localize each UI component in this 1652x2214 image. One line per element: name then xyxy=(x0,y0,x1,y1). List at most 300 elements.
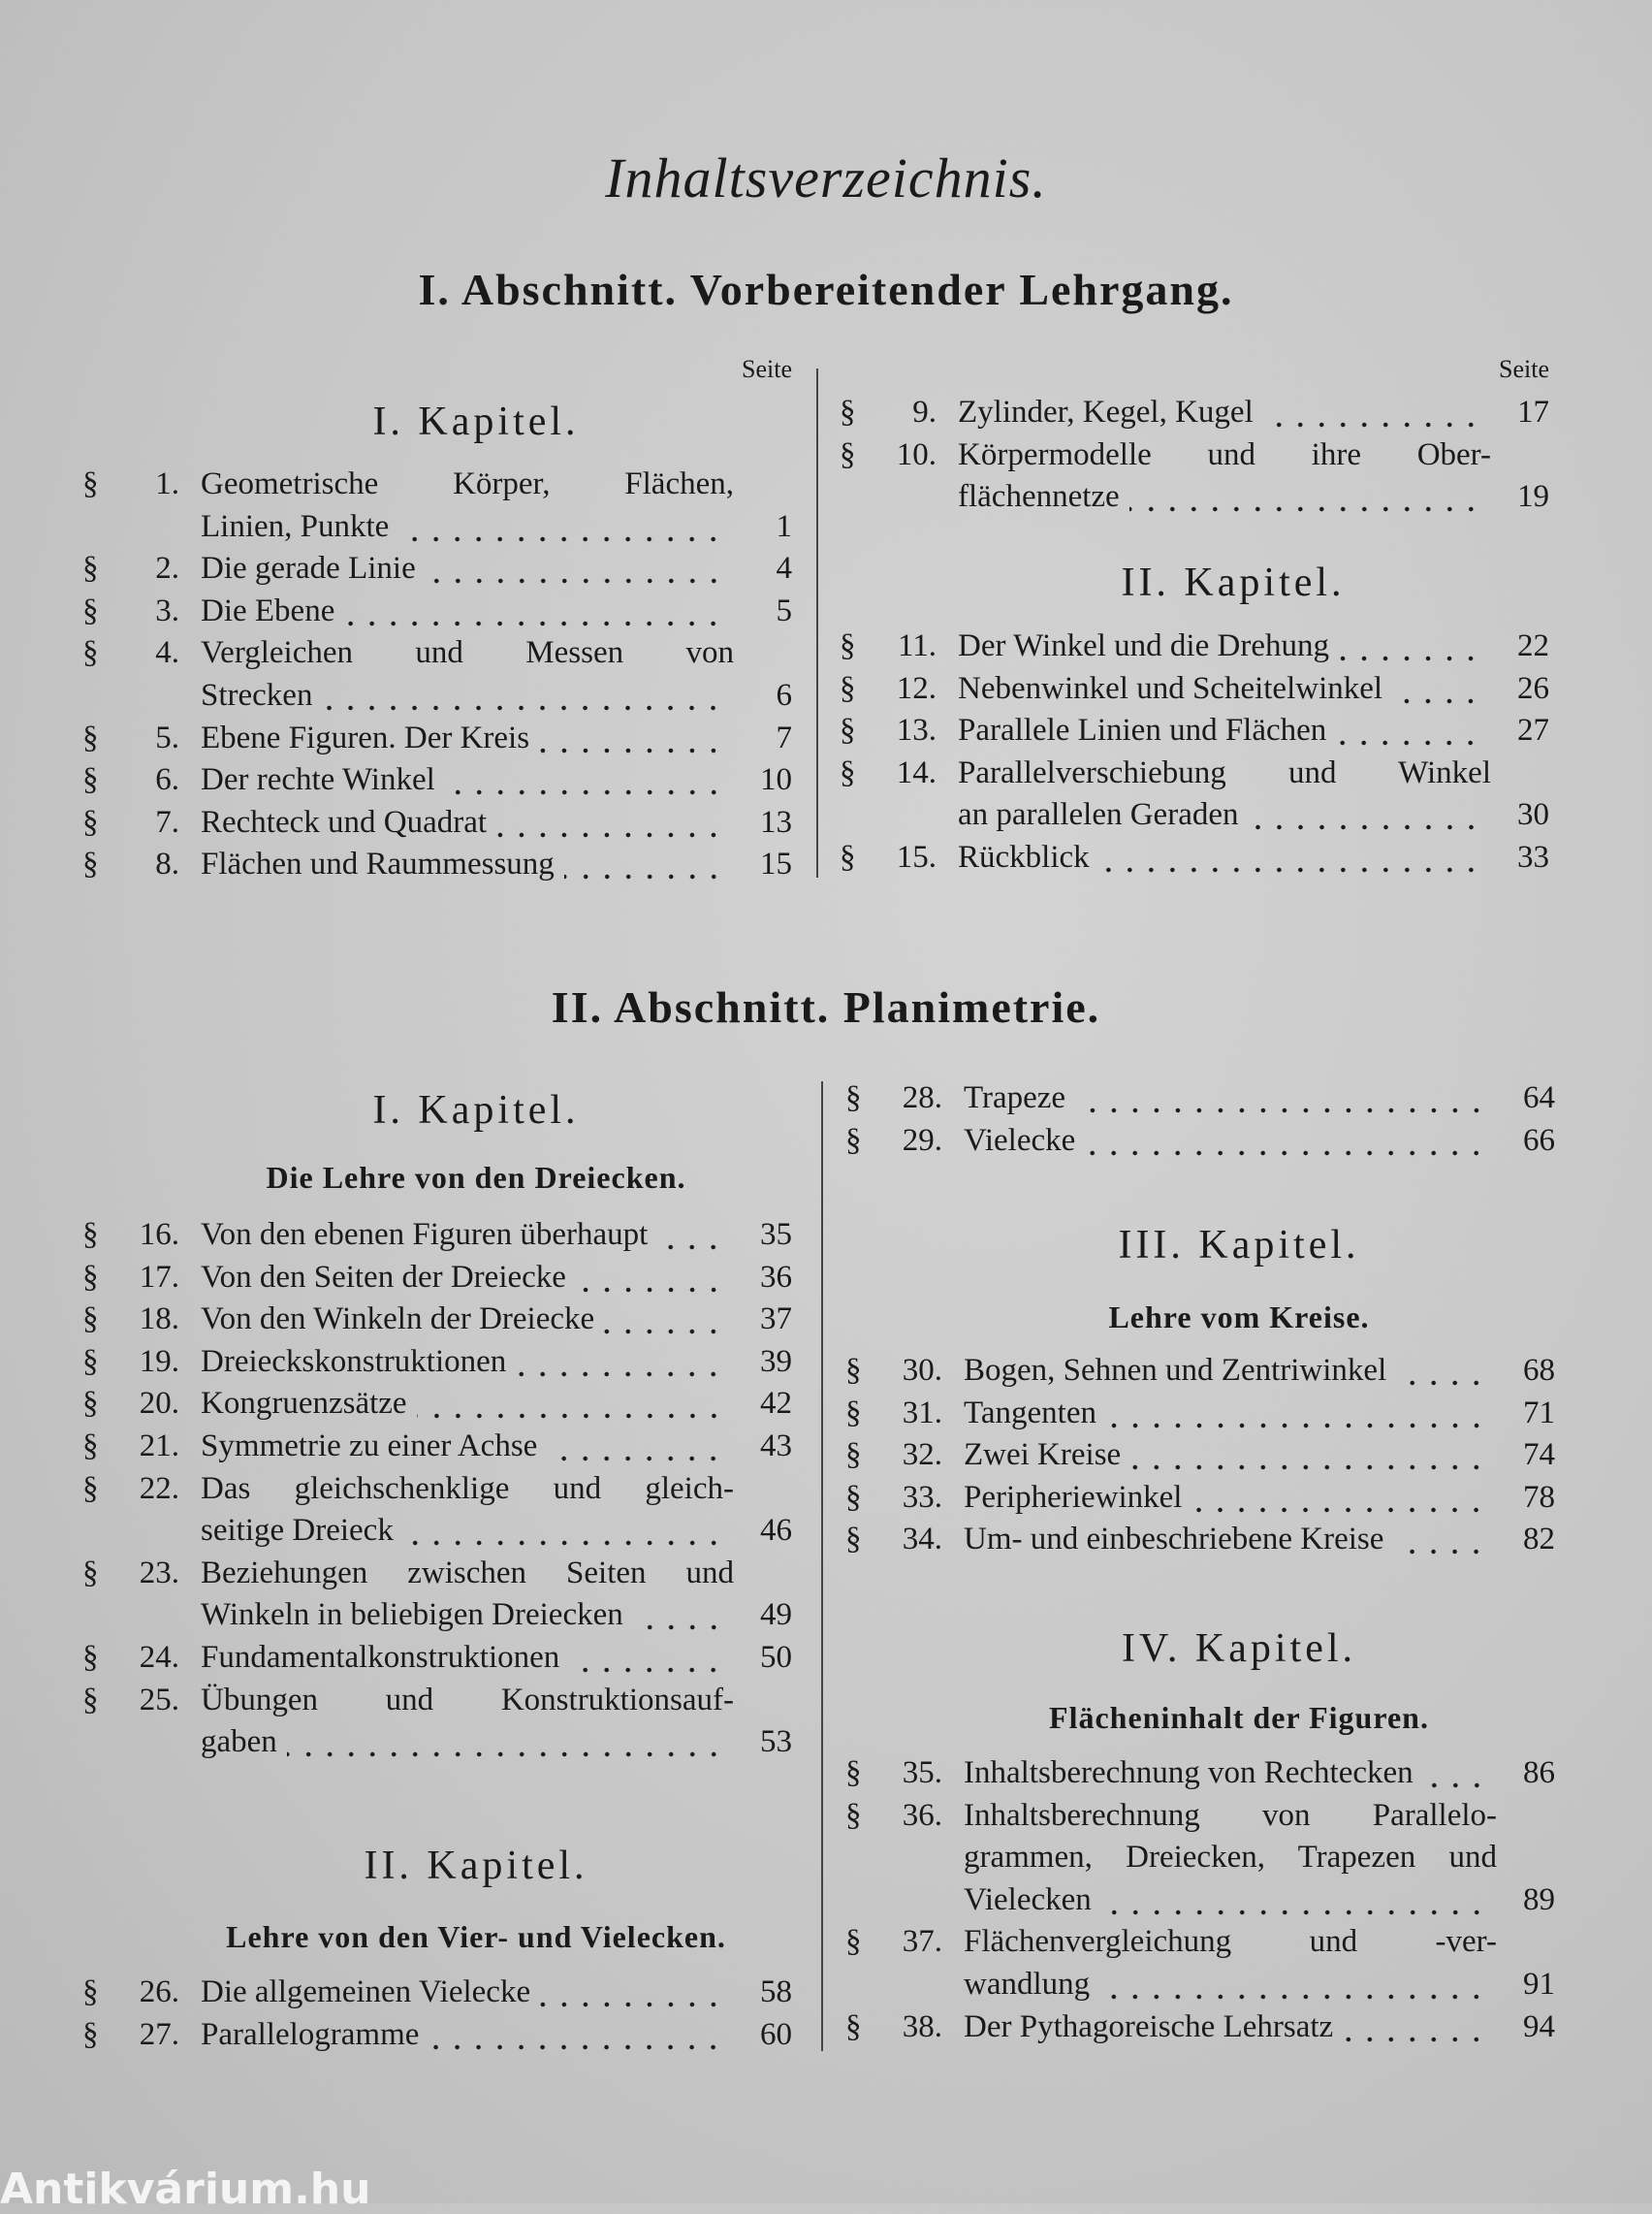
entry-title: Vergleichen und Messen von xyxy=(201,635,734,671)
entry-line xyxy=(201,1680,792,1722)
toc-entry[interactable] xyxy=(845,1434,1555,1477)
page-title: Inhaltsverzeichnis. xyxy=(605,146,1047,209)
entry-line xyxy=(964,1879,1555,1922)
entry-number: 1. xyxy=(155,466,179,501)
entry-title: Linien, Punkte xyxy=(201,508,390,544)
chapter-heading: I. Kapitel. xyxy=(372,400,580,444)
section-sign: § xyxy=(82,1974,99,2009)
toc-entry[interactable] xyxy=(82,759,792,802)
toc-entry[interactable] xyxy=(82,632,792,717)
page-number: 94 xyxy=(1523,2008,1555,2044)
entry-line xyxy=(201,1341,792,1384)
section-sign: § xyxy=(845,1080,862,1115)
dot-leader xyxy=(398,506,724,549)
entry-body xyxy=(201,632,792,717)
entry-title: Vielecke xyxy=(964,1122,1076,1158)
dot-leader xyxy=(429,2014,724,2057)
section-sign: § xyxy=(845,1122,862,1158)
chapter-subtitle: Lehre vom Kreise. xyxy=(1108,1300,1370,1334)
entry-line xyxy=(201,1510,792,1553)
entry-body xyxy=(201,718,792,760)
entry-number: 4. xyxy=(155,635,179,671)
section-sign: § xyxy=(82,847,99,882)
toc-entry[interactable] xyxy=(840,668,1549,711)
entry-line xyxy=(958,668,1549,711)
entry-line xyxy=(964,1837,1555,1879)
spacer xyxy=(734,1553,792,1595)
page-number: 66 xyxy=(1523,1122,1555,1158)
page-number: 42 xyxy=(760,1386,792,1422)
toc-entry[interactable] xyxy=(82,1426,792,1468)
section-sign: § xyxy=(82,1386,99,1422)
section-sign: § xyxy=(840,713,856,749)
entry-body xyxy=(964,1350,1555,1393)
toc-entry[interactable] xyxy=(82,1341,792,1384)
toc-entry[interactable] xyxy=(845,1350,1555,1393)
toc-entry[interactable] xyxy=(845,1393,1555,1435)
section-sign: § xyxy=(82,466,99,501)
entry-body xyxy=(964,1477,1555,1520)
entry-line xyxy=(201,591,792,633)
entry-line xyxy=(964,1477,1555,1520)
entry-title: Der rechte Winkel xyxy=(201,762,435,798)
entry-list xyxy=(845,1350,1555,1561)
entry-number: 28. xyxy=(902,1080,942,1115)
dot-leader xyxy=(547,1426,724,1468)
entry-body xyxy=(958,392,1549,434)
entry-title: Strecken xyxy=(201,677,313,713)
entry-line xyxy=(964,1350,1555,1393)
entry-body xyxy=(964,1077,1555,1120)
entry-number: 24. xyxy=(139,1639,179,1675)
entry-line xyxy=(201,718,792,760)
entry-body xyxy=(201,844,792,886)
dot-leader xyxy=(516,1341,724,1384)
entry-body xyxy=(201,1637,792,1680)
entry-title: Rückblick xyxy=(958,839,1090,875)
entry-list xyxy=(845,1077,1555,1162)
entry-number: 23. xyxy=(139,1555,179,1590)
entry-body xyxy=(201,1468,792,1553)
entry-body xyxy=(964,2006,1555,2049)
toc-entry[interactable] xyxy=(845,1519,1555,1561)
entry-line xyxy=(201,1383,792,1426)
toc-entry[interactable] xyxy=(82,548,792,591)
entry-body xyxy=(201,1383,792,1426)
entry-body xyxy=(958,837,1549,880)
section-sign: § xyxy=(82,1682,99,1717)
entry-body xyxy=(201,759,792,802)
dot-leader xyxy=(426,548,724,591)
entry-body xyxy=(201,464,792,548)
entry-list xyxy=(82,1972,792,2056)
spacer xyxy=(734,1680,792,1722)
entry-line xyxy=(964,1964,1555,2006)
entry-list xyxy=(840,392,1549,519)
chapter-heading: II. Kapitel. xyxy=(364,1844,588,1888)
entry-body xyxy=(201,1257,792,1300)
page-number: 78 xyxy=(1523,1479,1555,1515)
toc-entry[interactable] xyxy=(845,2006,1555,2049)
section-sign: § xyxy=(845,1924,862,1960)
entry-title: Vielecken xyxy=(964,1881,1092,1917)
entry-line xyxy=(958,476,1549,519)
page-number: 53 xyxy=(760,1724,792,1760)
entry-title: Der Pythagoreische Lehrsatz xyxy=(964,2008,1334,2044)
toc-entry[interactable] xyxy=(82,1257,792,1300)
dot-leader xyxy=(1336,710,1481,753)
section-sign: § xyxy=(82,593,99,628)
entry-number: 33. xyxy=(902,1479,942,1515)
toc-entry[interactable] xyxy=(845,1477,1555,1520)
entry-number: 5. xyxy=(155,720,179,755)
section-sign: § xyxy=(82,720,99,755)
entry-line xyxy=(958,710,1549,753)
toc-entry[interactable] xyxy=(82,844,792,886)
spacer xyxy=(734,1468,792,1511)
toc-entry[interactable] xyxy=(82,1972,792,2014)
entry-line xyxy=(201,1426,792,1468)
page-number: 1 xyxy=(776,508,792,544)
entry-line xyxy=(201,1594,792,1637)
entry-list xyxy=(82,464,792,886)
entry-number: 35. xyxy=(902,1755,942,1790)
entry-number: 31. xyxy=(902,1395,942,1430)
toc-entry[interactable] xyxy=(845,1077,1555,1120)
chapter-heading: IV. Kapitel. xyxy=(1121,1626,1357,1671)
dot-leader xyxy=(1263,392,1481,434)
entry-line xyxy=(964,2006,1555,2049)
section-sign: § xyxy=(840,436,856,472)
dot-leader xyxy=(1075,1077,1487,1120)
entry-number: 14. xyxy=(896,754,937,790)
dot-leader xyxy=(1130,1434,1487,1477)
entry-number: 36. xyxy=(902,1797,942,1833)
page-number: 60 xyxy=(760,2016,792,2052)
entry-line xyxy=(201,1721,792,1764)
entry-body xyxy=(958,710,1549,753)
entry-number: 19. xyxy=(139,1343,179,1379)
entry-number: 18. xyxy=(139,1301,179,1337)
toc-entry[interactable] xyxy=(82,464,792,548)
toc-entry[interactable] xyxy=(82,1637,792,1680)
entry-list xyxy=(82,1214,792,1764)
dot-leader xyxy=(1393,1519,1487,1561)
entry-title: Von den Winkeln der Dreiecke xyxy=(201,1301,595,1337)
entry-line xyxy=(964,1795,1555,1838)
entry-line xyxy=(958,434,1549,477)
entry-title: seitige Dreieck xyxy=(201,1513,394,1549)
entry-number: 30. xyxy=(902,1353,942,1388)
entry-title: Inhaltsberechnung von Rechtecken xyxy=(964,1755,1414,1790)
page-number: 89 xyxy=(1523,1881,1555,1917)
section-sign: § xyxy=(82,1217,99,1252)
toc-entry[interactable] xyxy=(845,1752,1555,1795)
section-sign: § xyxy=(845,2008,862,2044)
toc-entry[interactable] xyxy=(82,2014,792,2057)
dot-leader xyxy=(539,718,724,760)
entry-title: Dreieckskonstruktionen xyxy=(201,1343,507,1379)
entry-body xyxy=(964,1519,1555,1561)
page-number: 68 xyxy=(1523,1353,1555,1388)
section-sign: § xyxy=(82,1343,99,1379)
entry-number: 6. xyxy=(155,762,179,798)
entry-body xyxy=(964,1795,1555,1922)
spacer xyxy=(1497,1921,1555,1964)
entry-title: flächennetze xyxy=(958,479,1120,515)
page-number: 43 xyxy=(760,1428,792,1463)
entry-body xyxy=(201,1341,792,1384)
entry-line xyxy=(964,1752,1555,1795)
toc-entry[interactable] xyxy=(82,718,792,760)
toc-entry[interactable] xyxy=(840,753,1549,837)
dot-leader xyxy=(1099,837,1481,880)
toc-entry[interactable] xyxy=(82,1299,792,1341)
seite-label: Seite xyxy=(1499,355,1549,383)
page-number: 37 xyxy=(760,1301,792,1337)
toc-entry[interactable] xyxy=(82,1383,792,1426)
spacer xyxy=(1497,1837,1555,1879)
entry-body xyxy=(201,1553,792,1637)
section-heading-2: II. Abschnitt. Planimetrie. xyxy=(551,982,1101,1032)
entry-line xyxy=(201,759,792,802)
entry-line xyxy=(964,1077,1555,1120)
page-number: 22 xyxy=(1517,628,1549,663)
dot-leader xyxy=(1339,626,1481,668)
entry-line xyxy=(964,1393,1555,1435)
entry-number: 13. xyxy=(896,713,937,749)
page-number: 36 xyxy=(760,1259,792,1295)
entry-title: Die Ebene xyxy=(201,593,335,628)
entry-line xyxy=(958,626,1549,668)
page-number: 50 xyxy=(760,1639,792,1675)
dot-leader xyxy=(633,1594,724,1637)
entry-line xyxy=(201,1553,792,1595)
toc-entry[interactable] xyxy=(840,710,1549,753)
entry-number: 17. xyxy=(139,1259,179,1295)
section-sign: § xyxy=(82,551,99,587)
entry-line xyxy=(201,675,792,718)
dot-leader xyxy=(1249,794,1482,837)
section-heading-1: I. Abschnitt. Vorbereitender Lehrgang. xyxy=(418,265,1234,314)
entry-line xyxy=(201,1214,792,1257)
spacer xyxy=(734,632,792,675)
toc-entry[interactable] xyxy=(82,1553,792,1637)
dot-leader xyxy=(569,1637,724,1680)
entry-body xyxy=(964,1921,1555,2005)
toc-entry[interactable] xyxy=(82,1214,792,1257)
entry-body xyxy=(958,626,1549,668)
entry-body xyxy=(201,1680,792,1764)
toc-entry[interactable] xyxy=(82,1680,792,1764)
page-number: 4 xyxy=(776,551,792,587)
page-number: 27 xyxy=(1517,713,1549,749)
entry-body xyxy=(201,1299,792,1341)
section-sign: § xyxy=(840,670,856,706)
entry-number: 21. xyxy=(139,1428,179,1463)
dot-leader xyxy=(540,1972,724,2014)
entry-title: Parallelverschiebung und Winkel xyxy=(958,754,1491,790)
entry-title: Parallele Linien und Flächen xyxy=(958,713,1327,749)
entry-line xyxy=(201,1257,792,1300)
page-number: 15 xyxy=(760,847,792,882)
dot-leader xyxy=(564,844,724,886)
entry-title: Trapeze xyxy=(964,1080,1066,1115)
page-number: 35 xyxy=(760,1217,792,1252)
section-sign: § xyxy=(840,395,856,430)
section-sign: § xyxy=(845,1479,862,1515)
entry-title: Die gerade Linie xyxy=(201,551,416,587)
entry-title: Flächen und Raummessung xyxy=(201,847,555,882)
section-sign: § xyxy=(845,1755,862,1790)
entry-line xyxy=(964,1519,1555,1561)
entry-line xyxy=(201,2014,792,2057)
page-number: 6 xyxy=(776,677,792,713)
chapter-heading: II. Kapitel. xyxy=(1121,561,1346,605)
entry-line xyxy=(201,1468,792,1511)
entry-title: Zylinder, Kegel, Kugel xyxy=(958,395,1254,430)
page-number: 58 xyxy=(760,1974,792,2009)
section-sign: § xyxy=(840,839,856,875)
toc-entry[interactable] xyxy=(840,837,1549,880)
page-number: 5 xyxy=(776,593,792,628)
chapter-heading: III. Kapitel. xyxy=(1118,1223,1360,1267)
entry-line xyxy=(201,632,792,675)
page-number: 33 xyxy=(1517,839,1549,875)
section-sign: § xyxy=(840,628,856,663)
toc-entry[interactable] xyxy=(840,434,1549,519)
page-number: 30 xyxy=(1517,797,1549,833)
toc-entry[interactable] xyxy=(840,626,1549,668)
entry-title: Winkeln in beliebigen Dreiecken xyxy=(201,1597,623,1633)
spacer xyxy=(1491,434,1549,477)
dot-leader xyxy=(445,759,724,802)
entry-number: 7. xyxy=(155,804,179,840)
entry-body xyxy=(201,1426,792,1468)
entry-title: Inhaltsberechnung von Parallelo- xyxy=(964,1797,1497,1833)
entry-number: 34. xyxy=(902,1522,942,1557)
entry-body xyxy=(201,591,792,633)
entry-body xyxy=(958,668,1549,711)
entry-line xyxy=(964,1434,1555,1477)
entry-line xyxy=(964,1921,1555,1964)
entry-number: 11. xyxy=(897,628,937,663)
entry-number: 38. xyxy=(902,2008,942,2044)
section-sign: § xyxy=(845,1797,862,1833)
entry-line xyxy=(201,464,792,506)
page-number: 91 xyxy=(1523,1966,1555,2002)
section-sign: § xyxy=(845,1437,862,1473)
entry-title: Körpermodelle und ihre Ober- xyxy=(958,436,1491,472)
page-number: 26 xyxy=(1517,670,1549,706)
entry-number: 9. xyxy=(912,395,937,430)
entry-title: Um- und einbeschriebene Kreise xyxy=(964,1522,1384,1557)
entry-number: 12. xyxy=(896,670,937,706)
entry-body xyxy=(958,434,1549,519)
entry-body xyxy=(964,1434,1555,1477)
section-sign: § xyxy=(82,1555,99,1590)
section-sign: § xyxy=(82,1301,99,1337)
entry-body xyxy=(201,1214,792,1257)
spacer xyxy=(1491,753,1549,795)
entry-title: Übungen und Konstruktionsauf- xyxy=(201,1682,734,1717)
dot-leader xyxy=(1106,1393,1487,1435)
section-sign: § xyxy=(82,2016,99,2052)
entry-title: Ebene Figuren. Der Kreis xyxy=(201,720,530,755)
dot-leader xyxy=(657,1214,724,1257)
entry-number: 22. xyxy=(139,1470,179,1506)
spacer xyxy=(734,464,792,506)
toc-entry[interactable] xyxy=(845,1120,1555,1163)
entry-title: Symmetrie zu einer Achse xyxy=(201,1428,538,1463)
page-number: 46 xyxy=(760,1513,792,1549)
dot-leader xyxy=(1101,1879,1487,1922)
dot-leader xyxy=(1085,1120,1487,1163)
section-sign: § xyxy=(82,635,99,671)
watermark: Antikvárium.hu xyxy=(0,2165,371,2214)
entry-line xyxy=(201,1299,792,1341)
entry-number: 20. xyxy=(139,1386,179,1422)
entry-line xyxy=(958,753,1549,795)
entry-line xyxy=(201,548,792,591)
section-sign: § xyxy=(82,762,99,798)
toc-entry[interactable] xyxy=(845,1795,1555,1922)
toc-entry[interactable] xyxy=(845,1921,1555,2005)
dot-leader xyxy=(1392,668,1481,711)
entry-list xyxy=(840,626,1549,880)
entry-title: grammen, Dreiecken, Trapezen und xyxy=(964,1840,1497,1876)
section-sign: § xyxy=(845,1395,862,1430)
page-number: 86 xyxy=(1523,1755,1555,1790)
toc-entry[interactable] xyxy=(82,591,792,633)
toc-entry[interactable] xyxy=(840,392,1549,434)
dot-leader xyxy=(322,675,724,718)
entry-line xyxy=(964,1120,1555,1163)
entry-title: Nebenwinkel und Scheitelwinkel xyxy=(958,670,1383,706)
entry-number: 25. xyxy=(139,1682,179,1717)
chapter-subtitle: Die Lehre von den Dreiecken. xyxy=(266,1160,686,1195)
dot-leader xyxy=(1423,1752,1487,1795)
entry-body xyxy=(201,548,792,591)
entry-number: 32. xyxy=(902,1437,942,1473)
entry-line xyxy=(201,844,792,886)
page-number: 19 xyxy=(1517,479,1549,515)
page-number: 10 xyxy=(760,762,792,798)
toc-entry[interactable] xyxy=(82,1468,792,1553)
entry-title: Bogen, Sehnen und Zentriwinkel xyxy=(964,1353,1387,1388)
page-number: 39 xyxy=(760,1343,792,1379)
entry-line xyxy=(201,802,792,845)
section-sign: § xyxy=(845,1353,862,1388)
seite-label: Seite xyxy=(742,355,792,383)
spacer xyxy=(1497,1795,1555,1838)
page-number: 13 xyxy=(760,804,792,840)
entry-number: 26. xyxy=(139,1974,179,2009)
entry-number: 27. xyxy=(139,2016,179,2052)
toc-entry[interactable] xyxy=(82,802,792,845)
entry-title: Kongruenzsätze xyxy=(201,1386,407,1422)
dot-leader xyxy=(1396,1350,1487,1393)
column-divider xyxy=(816,369,818,878)
entry-title: Von den Seiten der Dreiecke xyxy=(201,1259,566,1295)
dot-leader xyxy=(496,802,724,845)
entry-title: Tangenten xyxy=(964,1395,1096,1430)
dot-leader xyxy=(403,1510,724,1553)
entry-number: 29. xyxy=(902,1122,942,1158)
entry-line xyxy=(958,392,1549,434)
entry-body xyxy=(201,2014,792,2057)
section-sign: § xyxy=(82,1470,99,1506)
